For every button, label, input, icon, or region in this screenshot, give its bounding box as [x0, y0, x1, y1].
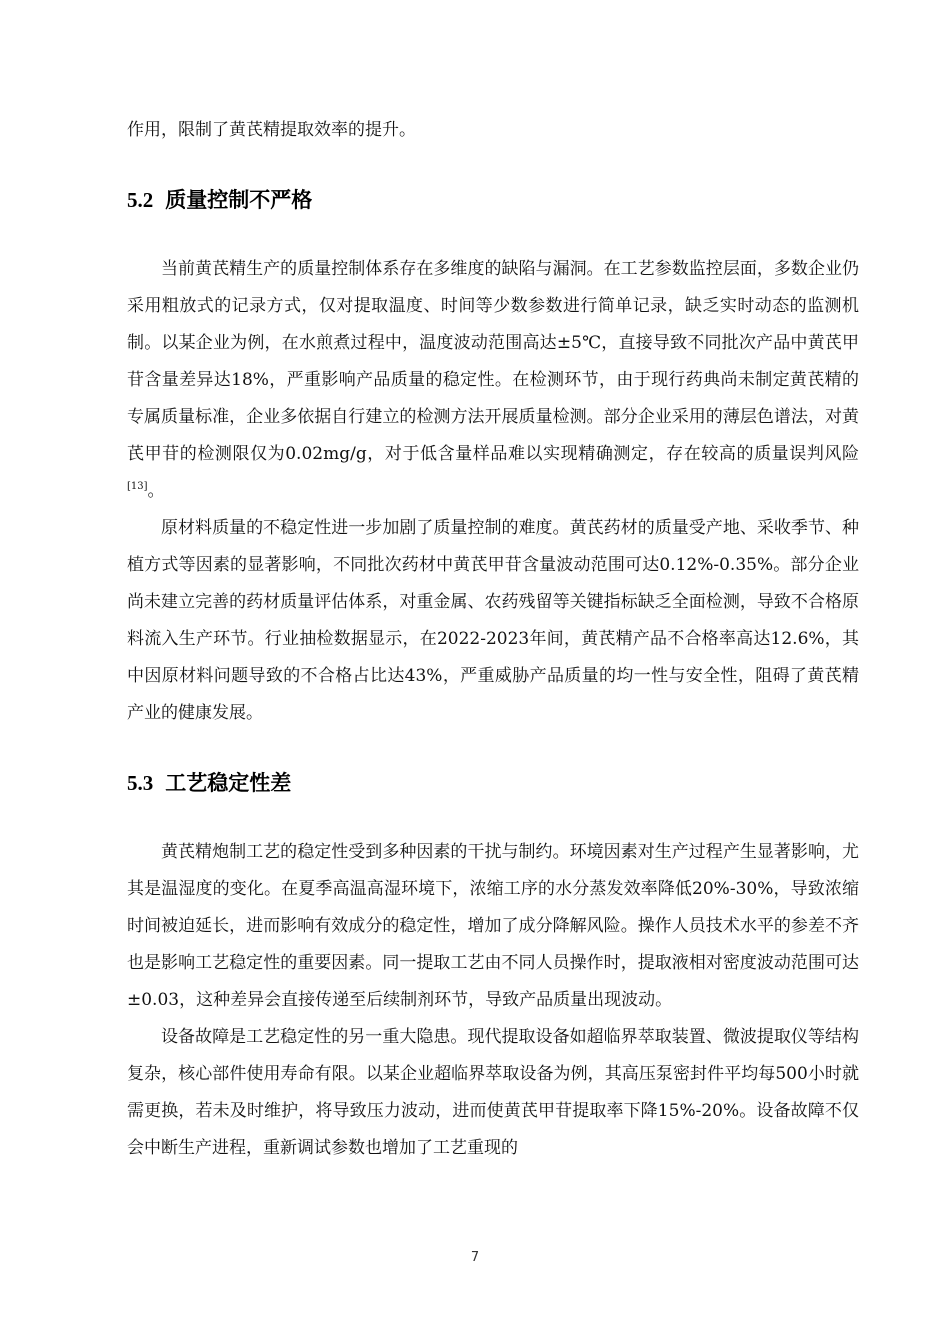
spacer [127, 149, 859, 185]
page-number: 7 [470, 1250, 480, 1265]
spacer [127, 215, 859, 251]
section-title: 质量控制不严格 [165, 188, 313, 212]
paragraph-text: 当前黄芪精生产的质量控制体系存在多维度的缺陷与漏洞。在工艺参数监控层面，多数企业仍采用粗放式的记录方式，仅对提取温度、时间等少数参数进行简单记录，缺乏实时动态的监测机制。以某企业为例，在水煎煮过程中，温度波动范围高达±5℃，直接导致不同批次产品中黄芪甲苷含量差异达18%，严重影响产品质量的稳定性。在检测环节，由于现行药典尚未制定黄芪精的专属质量标准，企业多依据自行建立的检测方法开展质量检测。部分企业采用的薄层色谱法，对黄芪甲苷的检测限仅为0.02mg/g，对于低含量样品难以实现精确测定，存在较高的质量误判风险 [127, 259, 859, 464]
section-heading-5-3 [127, 768, 859, 798]
section-heading-5-2 [127, 185, 859, 215]
section-number: 5.2 [127, 188, 154, 212]
body-paragraph: 黄芪精炮制工艺的稳定性受到多种因素的干扰与制约。环境因素对生产过程产生显著影响，尤其是温湿度的变化。在夏季高温高湿环境下，浓缩工序的水分蒸发效率降低20%-30%，导致浓缩时间被迫延长，进而影响有效成分的稳定性，增加了成分降解风险。操作人员技术水平的参差不齐也是影响工艺稳定性的重要因素。同一提取工艺由不同人员操作时，提取液相对密度波动范围可达±0.03，这种差异会直接传递至后续制剂环节，导致产品质量出现波动。 [127, 842, 859, 1010]
body-paragraph: 原材料质量的不稳定性进一步加剧了质量控制的难度。黄芪药材的质量受产地、采收季节、种植方式等因素的显著影响，不同批次药材中黄芪甲苷含量波动范围可达0.12%-0.35%。部分企业尚未建立完善的药材质量评估体系，对重金属、农药残留等关键指标缺乏全面检测，导致不合格原料流入生产环节。行业抽检数据显示，在2022-2023年间，黄芪精产品不合格率高达12.6%，其中因原材料问题导致的不合格占比达43%，严重威胁产品质量的均一性与安全性，阻碍了黄芪精产业的健康发展。 [127, 518, 859, 723]
page-content [127, 112, 859, 1167]
intro-paragraph: 作用，限制了黄芪精提取效率的提升。 [127, 120, 416, 140]
spacer [127, 798, 859, 834]
section-number: 5.3 [127, 771, 154, 795]
body-paragraph: 设备故障是工艺稳定性的另一重大隐患。现代提取设备如超临界萃取装置、微波提取仪等结构复杂，核心部件使用寿命有限。以某企业超临界萃取设备为例，其高压泵密封件平均每500小时就需更换，若未及时维护，将导致压力波动，进而使黄芪甲苷提取率下降15%-20%。设备故障不仅会中断生产进程，重新调试参数也增加了工艺重现的 [127, 1027, 859, 1158]
spacer [127, 732, 859, 768]
body-paragraph [127, 251, 859, 510]
paragraph-end: 。 [147, 481, 165, 501]
section-title: 工艺稳定性差 [165, 771, 292, 795]
citation-reference[interactable]: [13] [127, 481, 148, 492]
